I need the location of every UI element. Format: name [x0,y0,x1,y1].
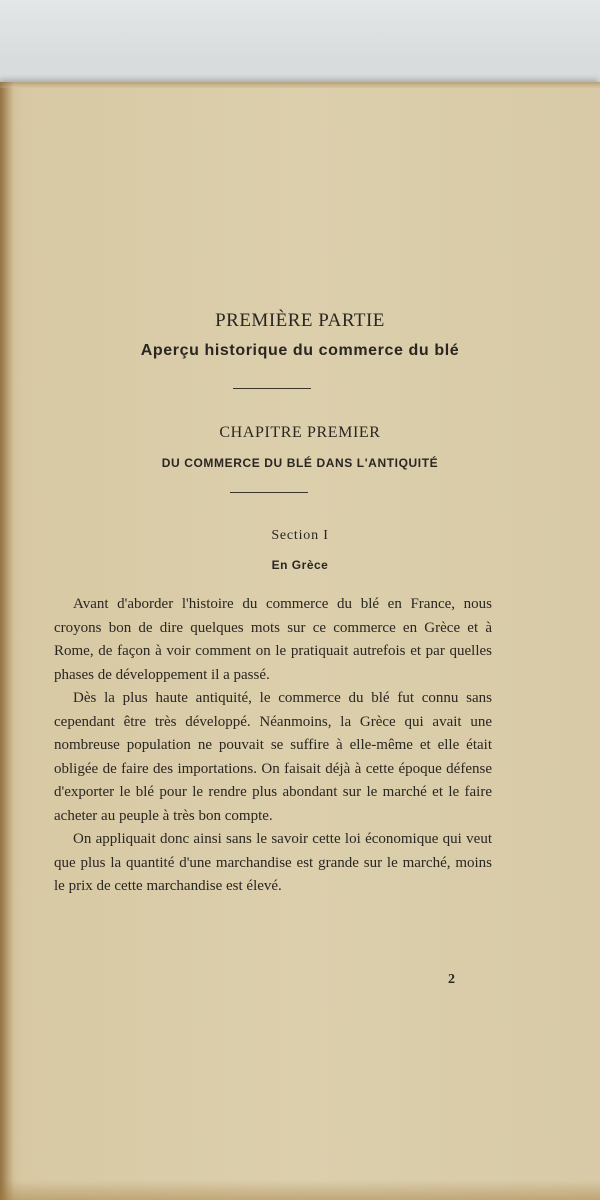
page-bottom-edge [0,1180,600,1200]
chapter-title: CHAPITRE PREMIER [219,424,381,441]
section-title: En Grèce [271,558,329,572]
part-title: PREMIÈRE PARTIE [215,310,385,331]
divider-rule [233,388,311,389]
spine-shadow [0,82,14,1200]
paragraph: Dès la plus haute antiquité, le commerce du blé fut connu sans cependant être très développé. Néanmoins, la Grèce qui avait une nombreuse population ne pouvait se suffire à elle-même et elle était obligée de faire des importations. On faisait déjà à cette époque défense d'exporter le blé pour le rendre plus abondant sur le marché et le faire acheter au peuple à très bon compte. [54,690,492,824]
paragraph: Avant d'aborder l'histoire du commerce du blé en France, nous croyons bon de dire quelques mots sur ce commerce en Grèce et à Rome, de façon à voir comment on le pratiquait autrefois et par quelles phases de développement il a passé. [54,596,492,683]
part-subtitle: Aperçu historique du commerce du blé [140,342,460,359]
divider-rule [230,492,308,493]
book-page [0,82,600,1200]
body-text [54,593,492,899]
paragraph: On appliquait donc ainsi sans le savoir cette loi économique qui veut que plus la quantité d'une marchandise est grande sur le marché, moins le prix de cette marchandise est élevé. [54,831,492,894]
section-label: Section I [271,528,329,543]
page-number: 2 [448,972,455,987]
page-top-edge [0,82,600,88]
chapter-subtitle: DU COMMERCE DU BLÉ DANS L'ANTIQUITÉ [161,456,439,470]
